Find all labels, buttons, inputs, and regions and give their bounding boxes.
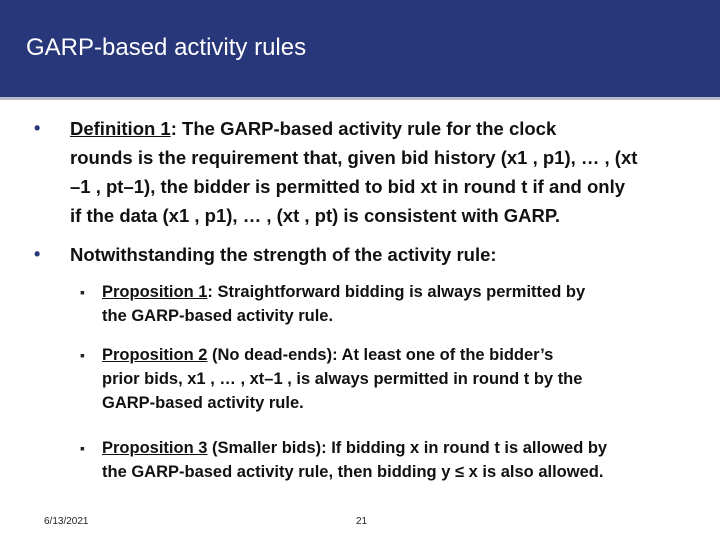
bullet-dot: •: [34, 118, 41, 138]
proposition-2-label: Proposition 2: [102, 346, 208, 364]
proposition-2-line-3: GARP-based activity rule.: [102, 394, 304, 412]
footer-page-number: 21: [356, 516, 368, 527]
definition-line-2: rounds is the requirement that, given bid history (x1 , p1), … , (xt: [70, 147, 638, 168]
definition-line-3: –1 , pt–1), the bidder is permitted to bid xt in round t if and only: [70, 176, 626, 197]
bullet-definition: [34, 114, 638, 230]
proposition-2-line-2: prior bids, x1 , … , xt–1 , is always permitted in round t by the: [102, 370, 583, 388]
proposition-1-line-1: Proposition 1: Straightforward bidding is always permitted by: [102, 283, 586, 301]
square-bullet-icon: ▪: [80, 347, 85, 363]
proposition-3: [80, 436, 608, 484]
definition-line-4: if the data (x1 , p1), … , (xt , pt) is consistent with GARP.: [70, 205, 560, 226]
proposition-3-label: Proposition 3: [102, 439, 208, 457]
title-divider: [0, 97, 720, 100]
footer-date: 6/13/2021: [44, 516, 89, 527]
bullet-dot: •: [34, 244, 41, 264]
definition-line-1: Definition 1: The GARP-based activity rule for the clock: [70, 118, 557, 139]
bullet-notwithstanding: [34, 240, 497, 269]
definition-label: Definition 1: [70, 118, 171, 139]
proposition-2: [80, 343, 583, 415]
square-bullet-icon: ▪: [80, 284, 85, 300]
title-bar: [0, 0, 720, 97]
proposition-2-line-1: Proposition 2 (No dead-ends): At least one of the bidder’s: [102, 346, 554, 364]
proposition-3-line-1: Proposition 3 (Smaller bids): If bidding x in round t is allowed by: [102, 439, 608, 457]
notwithstanding-text: Notwithstanding the strength of the activity rule:: [70, 244, 497, 265]
square-bullet-icon: ▪: [80, 440, 85, 456]
proposition-1: [80, 280, 586, 328]
proposition-3-line-2: the GARP-based activity rule, then bidding y ≤ x is also allowed.: [102, 463, 604, 481]
proposition-1-label: Proposition 1: [102, 283, 208, 301]
proposition-1-line-2: the GARP-based activity rule.: [102, 307, 334, 325]
slide-title: GARP-based activity rules: [26, 34, 307, 61]
